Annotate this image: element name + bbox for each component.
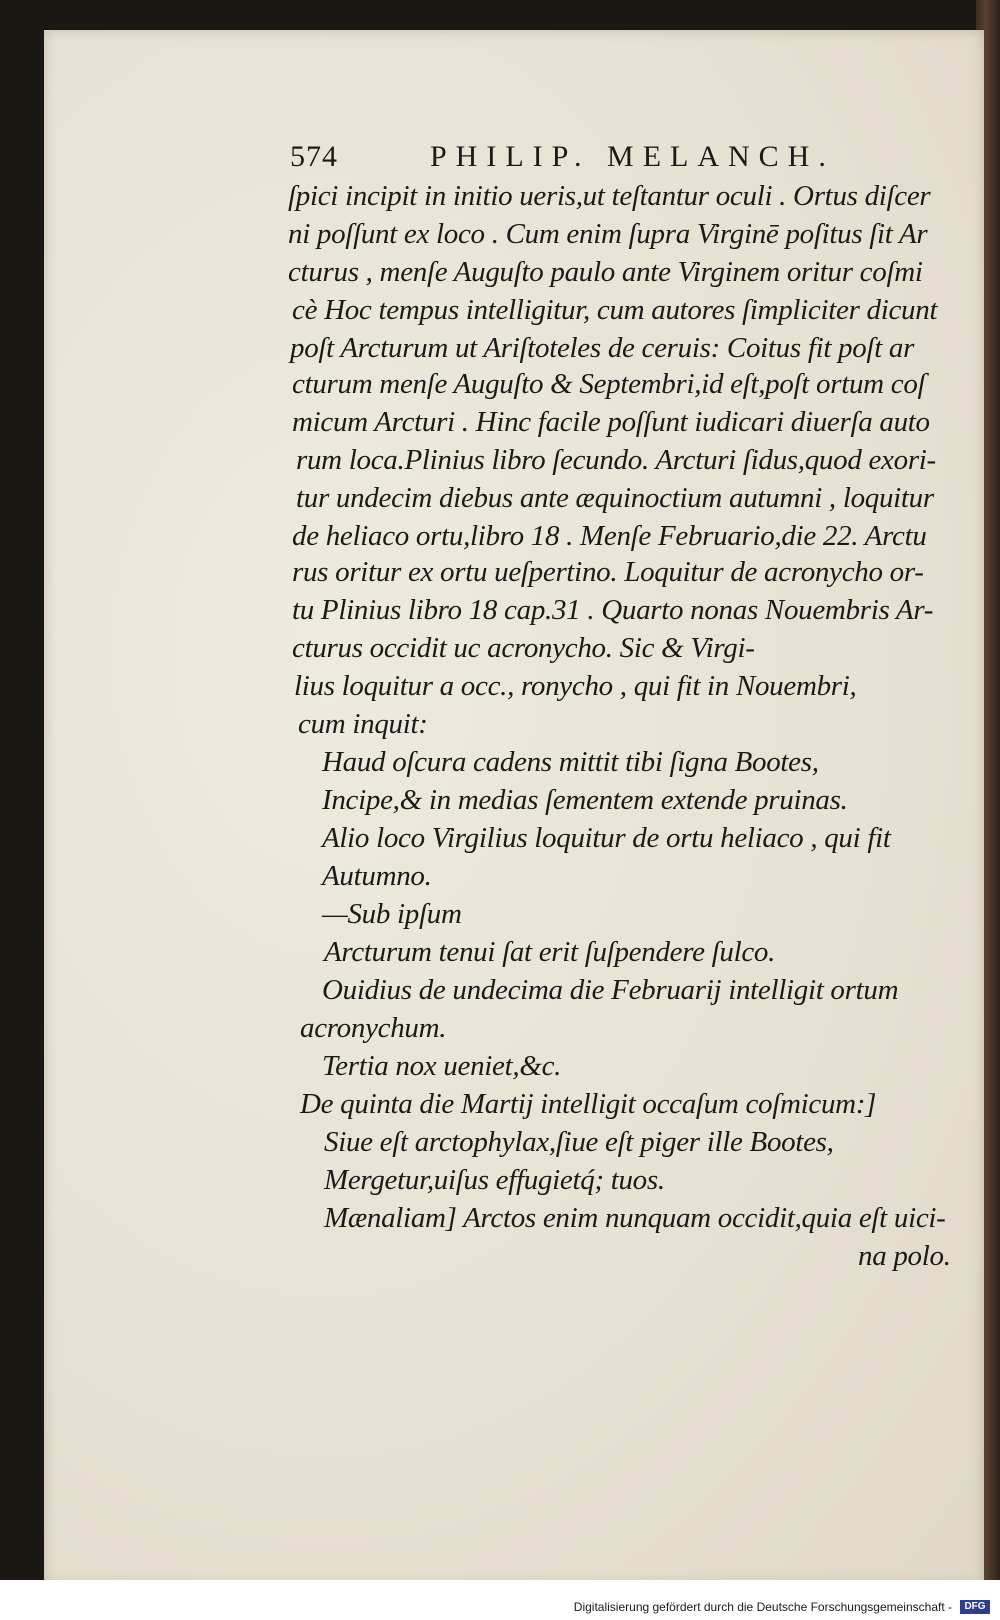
verse-line: Siue eſt arctophylax,ſiue eſt piger ille Bootes, bbox=[324, 1126, 834, 1158]
text-line: tu Plinius libro 18 cap.31 . Quarto nonas Nouembris Ar- bbox=[292, 594, 934, 626]
text-line: lius loquitur a occ., ronycho , qui fit in Nouembri, bbox=[294, 670, 857, 702]
page-number: 574 bbox=[290, 140, 338, 173]
verse-line: Haud oſcura cadens mittit tibi ſigna Bootes, bbox=[322, 746, 819, 778]
text-line: ſpici incipit in initio ueris,ut teſtantur oculi . Ortus diſcer bbox=[288, 180, 931, 212]
text-line: rus oritur ex ortu ueſpertino. Loquitur de acronycho or- bbox=[292, 556, 924, 588]
verse-line: Arcturum tenui ſat erit ſuſpendere ſulco. bbox=[324, 936, 776, 968]
text-line: cum inquit: bbox=[298, 708, 428, 740]
text-line: na polo. bbox=[858, 1240, 951, 1272]
text-line: acronychum. bbox=[300, 1012, 447, 1044]
text-line: poſt Arcturum ut Ariſtoteles de ceruis: Coitus fit poſt ar bbox=[290, 332, 915, 364]
text-line: cè Hoc tempus intelligitur, cum autores ſimpliciter dicunt bbox=[292, 294, 938, 326]
verse-line: —Sub ipſum bbox=[322, 898, 462, 930]
text-line: cturum menſe Auguſto & Septembri,id eſt,poſt ortum coſ bbox=[292, 368, 926, 400]
text-line: rum loca.Plinius libro ſecundo. Arcturi ſidus,quod exori- bbox=[296, 444, 936, 476]
verse-line: Incipe,& in medias ſementem extende pruinas. bbox=[322, 784, 848, 816]
dfg-logo: DFG bbox=[960, 1600, 990, 1614]
text-line: Autumno. bbox=[322, 860, 432, 892]
text-line: tur undecim diebus ante æquinoctium autumni , loquitur bbox=[296, 482, 934, 514]
running-head bbox=[290, 140, 860, 180]
digitization-credit: Digitalisierung gefördert durch die Deutsche Forschungsgemeinschaft - bbox=[573, 1600, 952, 1614]
text-line: Ouidius de undecima die Februarij intelligit ortum bbox=[322, 974, 899, 1006]
verse-line: Mergetur,uiſus effugietq́; tuos. bbox=[324, 1164, 665, 1196]
verse-line: Tertia nox ueniet,&c. bbox=[322, 1050, 562, 1082]
text-line: Mænaliam] Arctos enim nunquam occidit,quia eſt uici- bbox=[324, 1202, 946, 1234]
text-line: Alio loco Virgilius loquitur de ortu heliaco , qui fit bbox=[322, 822, 891, 854]
text-line: cturus , menſe Auguſto paulo ante Virginem oritur coſmi bbox=[288, 256, 923, 288]
text-line: ni poſſunt ex loco . Cum enim ſupra Virginē poſitus ſit Ar bbox=[288, 218, 928, 250]
text-line: micum Arcturi . Hinc facile poſſunt iudicari diuerſa auto bbox=[292, 406, 930, 438]
text-line: cturus occidit uc acronycho. Sic & Virgi- bbox=[292, 632, 755, 664]
header-title: PHILIP. MELANCH. bbox=[430, 140, 835, 173]
text-line: De quinta die Martij intelligit occaſum coſmicum:] bbox=[300, 1088, 877, 1120]
text-line: de heliaco ortu,libro 18 . Menſe Februario,die 22. Arctu bbox=[292, 520, 927, 552]
